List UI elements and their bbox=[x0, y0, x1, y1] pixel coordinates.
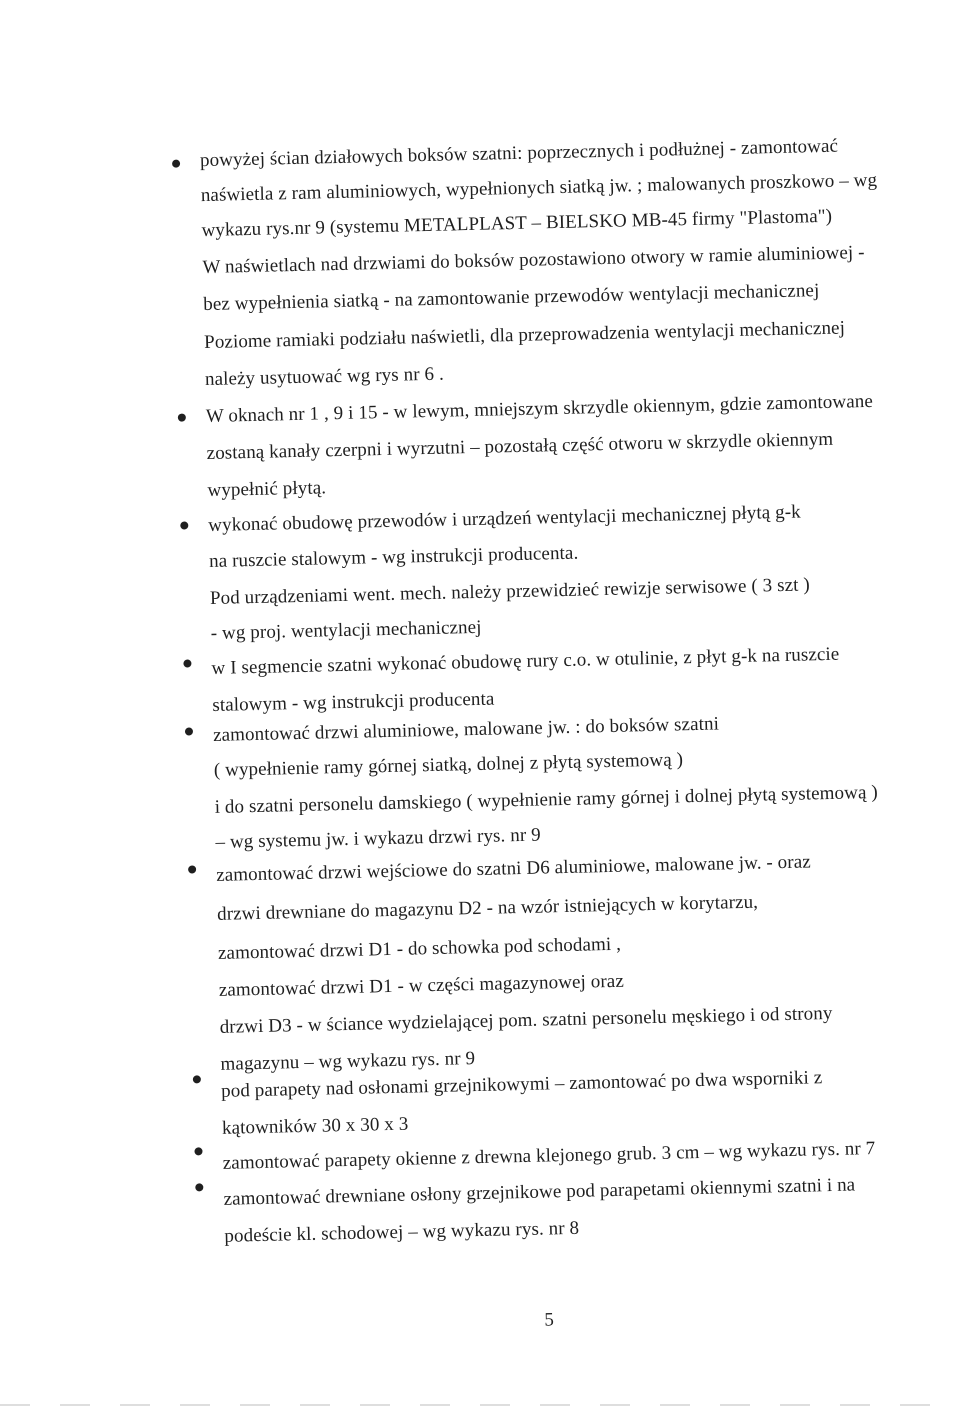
text-line: ( wypełnienie ramy górnej siatką, dolnej z płytą systemową ) bbox=[213, 749, 684, 781]
text-line: należy usytuować wg rys nr 6 . bbox=[204, 363, 445, 391]
text-line: zamontować drzwi D1 - w części magazynowej oraz bbox=[218, 970, 625, 1001]
bullet-4 bbox=[183, 659, 191, 667]
text-line: bez wypełnienia siatką - na zamontowanie przewodów wentylacji mechanicznej bbox=[203, 280, 820, 316]
text-line: wykazu rys.nr 9 (systemu METALPLAST – BIELSKO MB-45 firmy "Plastoma") bbox=[201, 205, 833, 242]
text-line: zamontować drzwi D1 - do schowka pod schodami , bbox=[217, 933, 622, 964]
text-line: na ruszcie stalowym - wg instrukcji producenta. bbox=[208, 542, 579, 572]
bullet-8 bbox=[194, 1147, 202, 1155]
text-line: naświetla z ram aluminiowych, wypełnionych siatką jw. ; malowanych proszkowo – wg bbox=[200, 169, 878, 207]
text-line: zamontować parapety okienne z drewna klejonego grub. 3 cm – wg wykazu rys. nr 7 bbox=[222, 1138, 876, 1174]
text-line: i do szatni personelu damskiego ( wypełnienie ramy górnej i dolnej płytą systemową ) bbox=[214, 781, 878, 818]
text-line: pod parapety nad osłonami grzejnikowymi – zamontować po dwa wsporniki z bbox=[220, 1067, 823, 1102]
bullet-9 bbox=[195, 1183, 203, 1191]
text-line: wykonać obudowę przewodów i urządzeń wentylacji mechanicznej płytą g-k bbox=[208, 501, 801, 536]
bullet-3 bbox=[180, 521, 188, 529]
text-line: drzwi D3 - w ściance wydzielającej pom. szatni personelu męskiego i od strony bbox=[219, 1002, 833, 1038]
text-line: - wg proj. wentylacji mechanicznej bbox=[210, 616, 482, 644]
text-line: Poziome ramiaki podziału naświetli, dla przeprowadzenia wentylacji mechanicznej bbox=[203, 317, 846, 354]
page-number: 5 bbox=[544, 1309, 555, 1331]
bullet-5 bbox=[185, 727, 193, 735]
scan-edge-noise bbox=[0, 1404, 960, 1406]
text-line: zostaną kanały czerpni i wyrzutni – pozostałą część otworu w skrzydle okiennym bbox=[206, 428, 834, 465]
text-line: wypełnić płytą. bbox=[207, 477, 327, 502]
text-line: – wg systemu jw. i wykazu drzwi rys. nr 9 bbox=[215, 824, 541, 853]
bullet-2 bbox=[178, 413, 186, 421]
text-line: stalowym - wg instrukcji producenta bbox=[212, 688, 495, 716]
text-line: Pod urządzeniami went. mech. należy przewidzieć rewizje serwisowe ( 3 szt ) bbox=[209, 574, 810, 609]
text-line: magazynu – wg wykazu rys. nr 9 bbox=[220, 1048, 476, 1075]
bullet-6 bbox=[188, 865, 196, 873]
text-line: powyżej ścian działowych boksów szatni: poprzecznych i podłużnej - zamontować bbox=[199, 135, 839, 172]
text-line: podeście kl. schodowej – wg wykazu rys. nr 8 bbox=[224, 1217, 580, 1247]
text-line: zamontować drewniane osłony grzejnikowe pod parapetami okiennymi szatni i na bbox=[223, 1174, 856, 1210]
text-line: W oknach nr 1 , 9 i 15 - w lewym, mniejszym skrzydle okiennym, gdzie zamontowane bbox=[205, 390, 874, 428]
bullet-7 bbox=[193, 1075, 201, 1083]
text-line: W naświetlach nad drzwiami do boksów pozostawiono otwory w ramie aluminiowej - bbox=[202, 242, 865, 279]
text-line: zamontować drzwi aluminiowe, malowane jw. : do boksów szatni bbox=[212, 713, 720, 746]
text-line: kątowników 30 x 30 x 3 bbox=[221, 1113, 409, 1139]
text-line: zamontować drzwi wejściowe do szatni D6 aluminiowe, malowane jw. - oraz bbox=[216, 851, 812, 886]
text-line: drzwi drewniane do magazynu D2 - na wzór istniejących w korytarzu, bbox=[216, 891, 759, 925]
text-line: w I segmencie szatni wykonać obudowę rury c.o. w otulinie, z płyt g-k na ruszcie bbox=[211, 643, 840, 679]
bullet-1 bbox=[172, 160, 180, 168]
